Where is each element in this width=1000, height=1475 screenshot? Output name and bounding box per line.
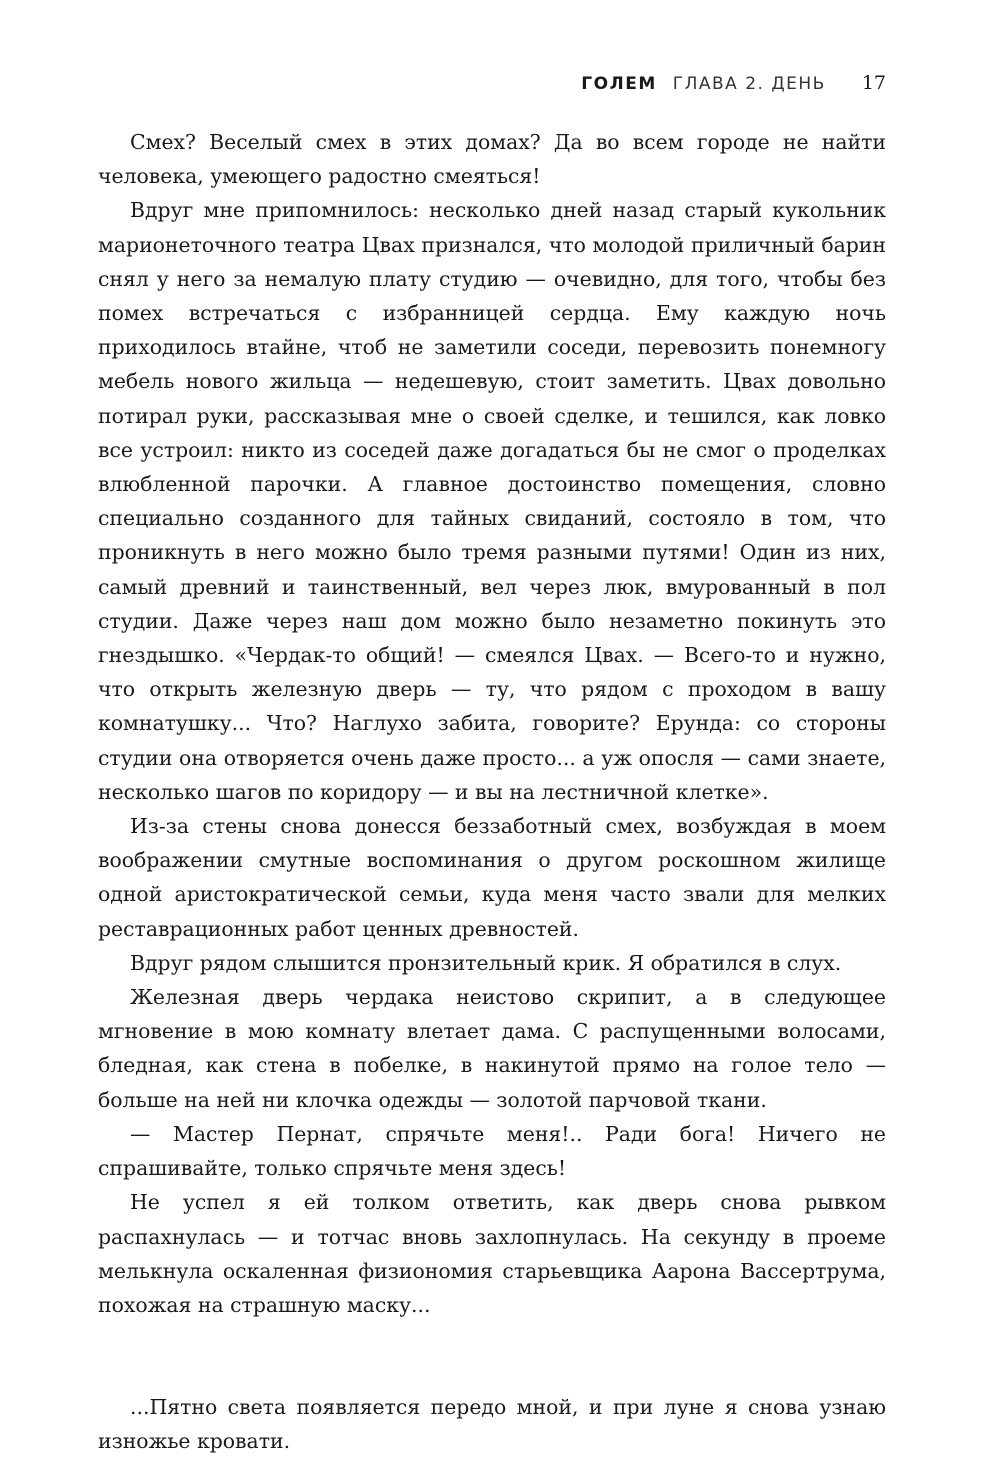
page-number: 17 — [861, 72, 886, 94]
paragraph: Смех? Веселый смех в этих домах? Да во всем городе не найти человека, умеющего радостно смеяться! — [98, 130, 886, 189]
chapter-title: ГЛАВА 2. ДЕНЬ — [672, 74, 826, 94]
body-text — [98, 125, 886, 1459]
paragraph: Из-за стены снова донесся беззаботный смех, возбуждая в моем воображении смутные воспоминания о другом роскошном жилище одной аристократической семьи, куда меня часто звали для мелких реставрационных работ ценных древностей. — [98, 814, 886, 941]
paragraph: ...Пятно света появляется передо мной, и при луне я снова узнаю изножье кровати. — [98, 1395, 886, 1454]
paragraph: Вдруг рядом слышится пронзительный крик. Я обратился в слух. — [130, 950, 842, 975]
running-header — [98, 72, 886, 102]
paragraph: Железная дверь чердака неистово скрипит, а в следующее мгновение в мою комнату влетает дама. С распущенными волосами, бледная, как стена в побелке, в накинутой прямо на голое тело — больше на ней ни клочка одежды — золотой парчовой ткани. — [98, 985, 886, 1112]
book-title: ГОЛЕМ — [581, 74, 657, 94]
scene-break — [98, 1322, 886, 1390]
paragraph: — Мастер Пернат, спрячьте меня!.. Ради бога! Ничего не спрашивайте, только спрячьте меня здесь! — [98, 1121, 886, 1181]
paragraph: Не успел я ей толком ответить, как дверь снова рывком распахнулась — и тотчас вновь захлопнулась. На секунду в проеме мелькнула оскаленная физиономия старьевщика Аарона Вассертрума, похожая на страшную маску... — [98, 1190, 886, 1317]
paragraph: Вдруг мне припомнилось: несколько дней назад старый кукольник марионеточного театра Цвах признался, что молодой приличный барин снял у него за немалую плату студию — очевидно, для того, чтобы без помех встречаться с избранницей сердца. Ему каждую ночь приходилось втайне, чтоб не заметили соседи, перевозить понемногу мебель нового жильца — недешевую, стоит заметить. Цвах довольно потирал руки, рассказывая мне о своей сделке, и тешился, как ловко все устроил: никто из соседей даже догадаться бы не смог о проделках влюбленной парочки. А главное достоинство помещения, словно специально созданного для тайных свиданий, состояло в том, что проникнуть в него можно было тремя разными путями! Один из них, самый древний и таинственный, вел через люк, вмурованный в пол студии. Даже через наш дом можно было незаметно покинуть это гнездышко. «Чердак-то общий! — смеялся Цвах. — Всего-то и нужно, что открыть железную дверь — ту, что рядом с проходом в вашу комнатушку... Что? Наглухо забита, говорите? Ерунда: со стороны студии она отворяется очень даже просто... а уж опосля — сами знаете, несколько шагов по коридору — и вы на лестничной клетке». — [98, 198, 886, 804]
